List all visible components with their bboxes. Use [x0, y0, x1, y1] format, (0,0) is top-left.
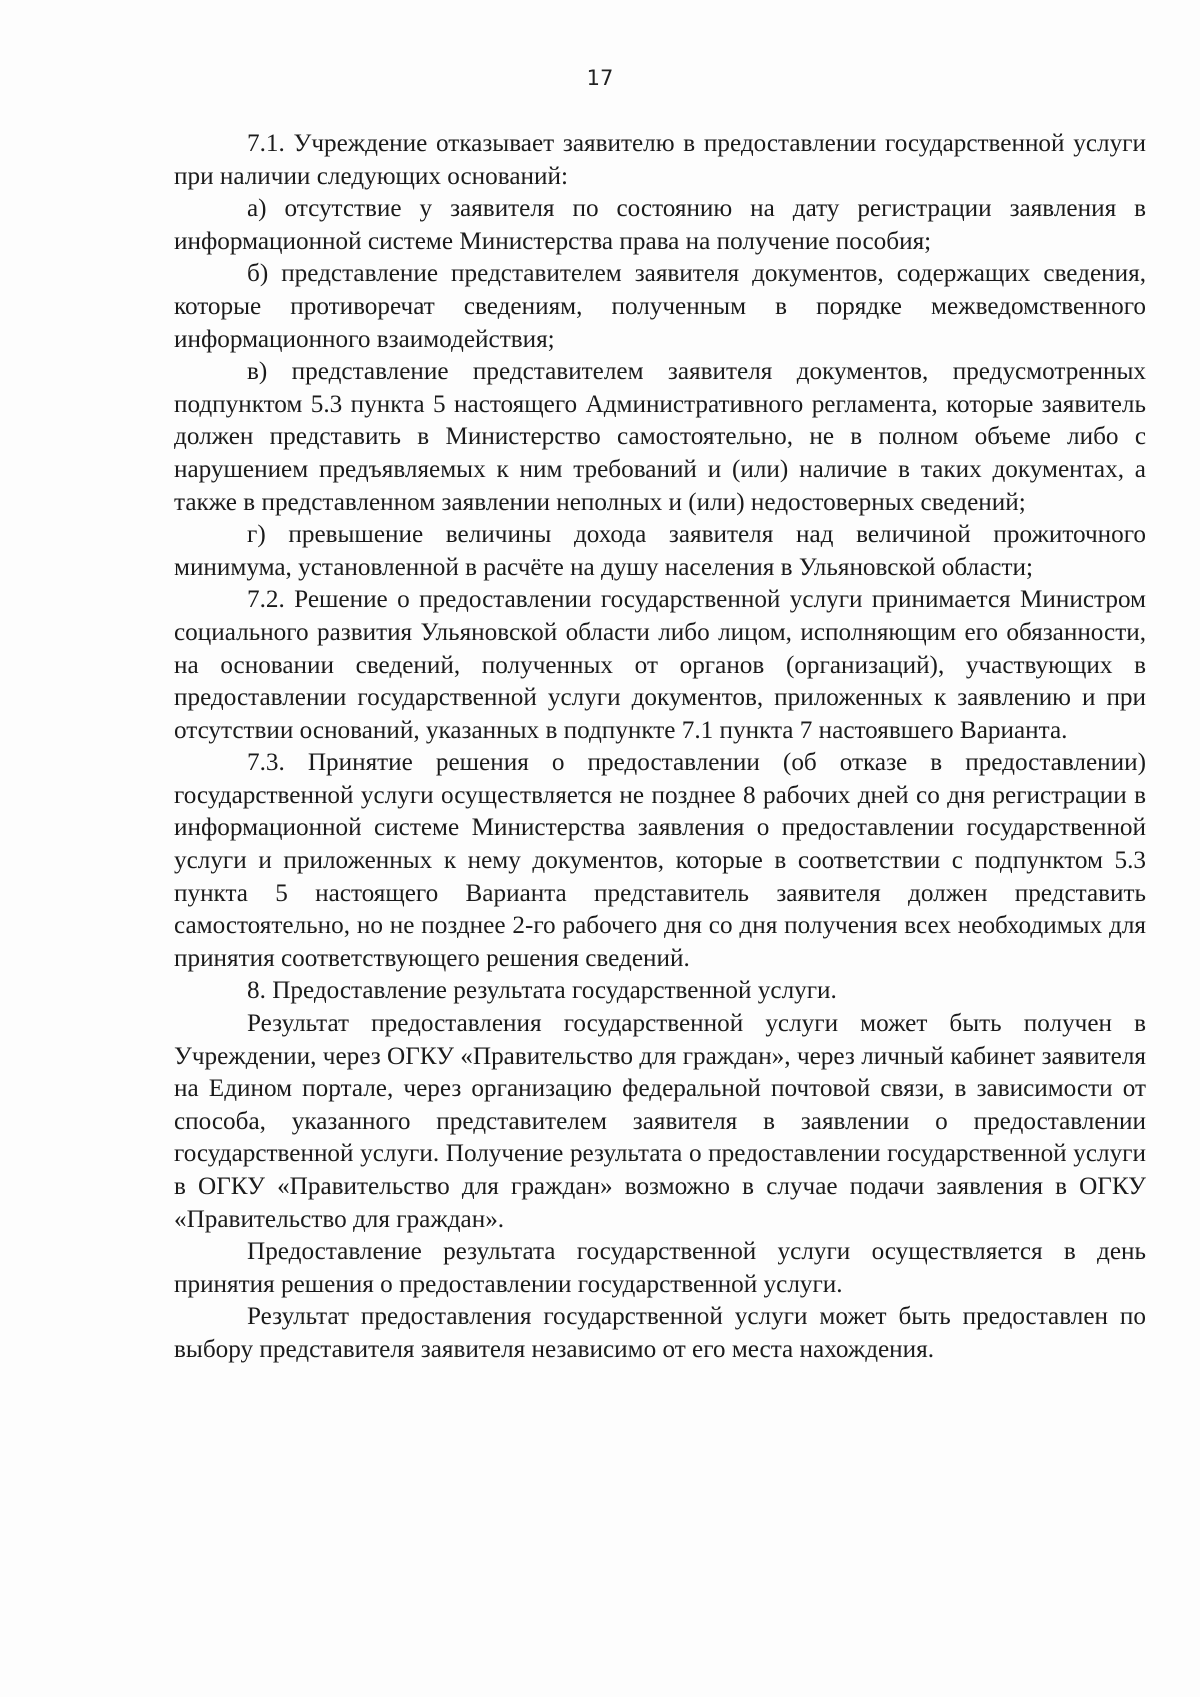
- paragraph-7-3: 7.3. Принятие решения о предоставлении (об отказе в предоставлении) государственной услуги осуществляется не позднее 8 рабочих дней со дня регистрации в информационной системе Министерства заявления о предоставлении государственной услуги и приложенных к нему документов, которые в соответствии с подпунктом 5.3 пункта 5 настоящего Варианта представитель заявителя должен представить самостоятельно, но не позднее 2-го рабочего дня со дня получения всех необходимых для принятия соответствующего решения сведений.: [174, 749, 1146, 972]
- paragraph-8-heading: 8. Предоставление результата государственной услуги.: [247, 977, 837, 1005]
- document-body: [174, 128, 1146, 1367]
- paragraph-8-result-choice: Результат предоставления государственной услуги может быть предоставлен по выбору представителя заявителя независимо от его места нахождения.: [174, 1303, 1146, 1363]
- paragraph-7-1-g: г) превышение величины дохода заявителя над величиной прожиточного минимума, установленной в расчёте на душу населения в Ульяновской области;: [174, 521, 1146, 581]
- paragraph-7-1-b: б) представление представителем заявителя документов, содержащих сведения, которые противоречат сведениям, полученным в порядке межведомственного информационного взаимодействия;: [174, 260, 1146, 353]
- paragraph-7-1-v: в) представление представителем заявителя документов, предусмотренных подпунктом 5.3 пункта 5 настоящего Административного регламента, которые заявитель должен представить в Министерство самостоятельно, не в полном объеме либо с нарушением предъявляемых к ним требований и (или) наличие в таких документах, а также в представленном заявлении неполных и (или) недостоверных сведений;: [174, 358, 1146, 516]
- paragraph-8-result-day: Предоставление результата государственной услуги осуществляется в день принятия решения о предоставлении государственной услуги.: [174, 1238, 1146, 1298]
- paragraph-8-result-ways: Результат предоставления государственной услуги может быть получен в Учреждении, через ОГКУ «Правительство для граждан», через личный кабинет заявителя на Едином портале, через организацию федеральной почтовой связи, в зависимости от способа, указанного представителем заявителя в заявлении о предоставлении государственной услуги. Получение результата о предоставлении государственной услуги в ОГКУ «Правительство для граждан» возможно в случае подачи заявления в ОГКУ «Правительство для граждан».: [174, 1010, 1146, 1233]
- paragraph-7-2: 7.2. Решение о предоставлении государственной услуги принимается Министром социального развития Ульяновской области либо лицом, исполняющим его обязанности, на основании сведений, полученных от органов (организаций), участвующих в предоставлении государственной услуги документов, приложенных к заявлению и при отсутствии оснований, указанных в подпункте 7.1 пункта 7 настоявшего Варианта.: [174, 586, 1146, 744]
- paragraph-7-1: 7.1. Учреждение отказывает заявителю в предоставлении государственной услуги при наличии следующих оснований:: [174, 130, 1146, 190]
- paragraph-7-1-a: а) отсутствие у заявителя по состоянию на дату регистрации заявления в информационной системе Министерства права на получение пособия;: [174, 195, 1146, 255]
- page-number: 17: [586, 66, 614, 90]
